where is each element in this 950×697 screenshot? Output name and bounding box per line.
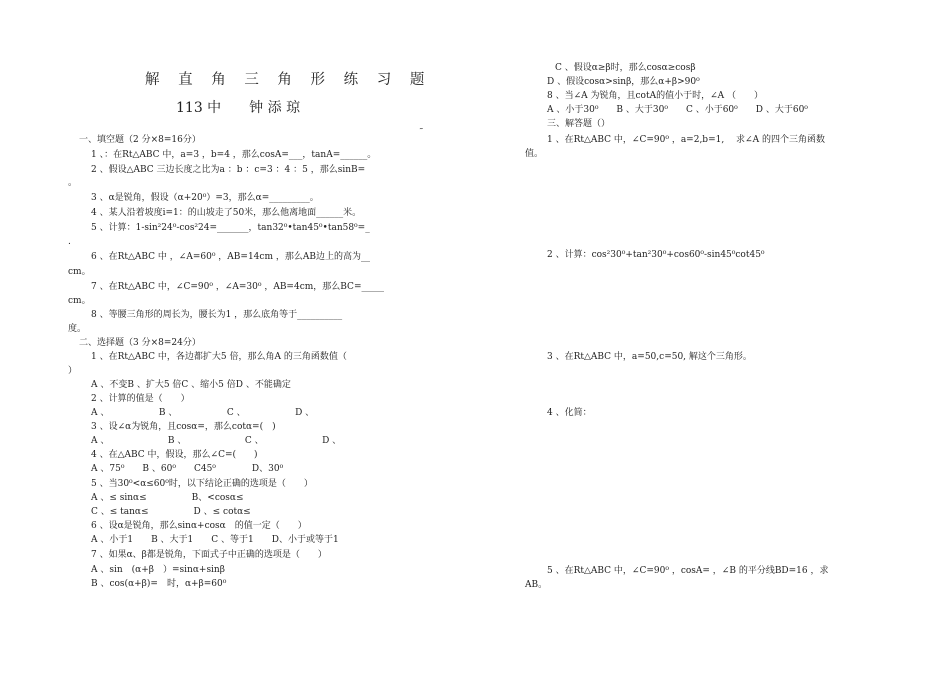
choice-q7: 7 、如果α、β都是锐角，下面式子中正确的选项是（ ） bbox=[91, 550, 327, 560]
choice-q7-option-d: D 、假设cosα>sinβ，那么α+β>90⁰ bbox=[547, 77, 700, 87]
author-line: 113 中 钟 添 琼 bbox=[176, 100, 301, 116]
fill-q8: 8 、等腰三角形的周长为，腰长为1 ，那么底角等于__________ bbox=[91, 310, 343, 320]
section-answer-heading: 三、解答题（） bbox=[547, 119, 611, 129]
answer-q1: 1 、在Rt△ABC 中，∠C=90⁰ ，a=2,b=1, 求∠A 的四个三角函数 bbox=[547, 135, 825, 145]
fill-q7-cont: cm。 bbox=[68, 296, 91, 306]
section-choice-heading: 二、选择题（3 分×8=24分） bbox=[79, 338, 201, 348]
fill-q1: 1 、：在Rt△ABC 中，a=3 ，b=4 ，那么cosA=___，tanA=______。 bbox=[91, 150, 377, 160]
choice-q4: 4 、在△ABC 中，假设，那么∠C=( ) bbox=[91, 450, 258, 460]
choice-q6-options: A 、小于1 B 、大于1 C 、等于1 D、小于或等于1 bbox=[91, 535, 339, 545]
answer-q4: 4 、化简： bbox=[547, 408, 592, 418]
fill-q6-cont: cm。 bbox=[68, 267, 91, 277]
choice-q5: 5 、当30⁰<α≤60⁰时，以下结论正确的选项是（ ） bbox=[91, 479, 313, 489]
choice-q7-option-c: C 、假设α≥β时，那么cosα≥cosβ bbox=[555, 63, 696, 73]
fill-q4: 4 、某人沿着坡度i=1：的山坡走了50米，那么他离地面______米。 bbox=[91, 208, 362, 218]
choice-q1-options: A 、不变B 、扩大5 倍C 、缩小5 倍D 、不能确定 bbox=[91, 380, 291, 390]
choice-q8-options: A 、小于30⁰ B 、大于30⁰ C 、小于60⁰ D 、大于60⁰ bbox=[547, 105, 808, 115]
answer-q1-cont: 值。 bbox=[525, 149, 544, 159]
page-title: 解 直 角 三 角 形 练 习 题 bbox=[145, 72, 432, 88]
choice-q2: 2 、计算的值是（ ） bbox=[91, 394, 190, 404]
answer-q5: 5 、在Rt△ABC 中，∠C=90⁰ ，cosA= ，∠B 的平分线BD=16 ，求 bbox=[547, 566, 829, 576]
fill-q6: 6 、在Rt△ABC 中 ，∠A=60⁰ ，AB=14cm ，那么AB边上的高为__ bbox=[91, 252, 370, 262]
choice-q3: 3 、设∠α为锐角，且cosα=，那么cotα=( ) bbox=[91, 422, 276, 432]
choice-q1: 1 、在Rt△ABC 中，各边都扩大5 倍，那么角A 的三角函数值（ bbox=[91, 352, 347, 362]
fill-q7: 7 、在Rt△ABC 中，∠C=90⁰ ，∠A=30⁰ ，AB=4cm，那么BC=_____ bbox=[91, 282, 384, 292]
choice-q6: 6 、设α是锐角，那么sinα+cosα 的值一定（ ） bbox=[91, 521, 307, 531]
corner-mark: ˜ bbox=[419, 128, 424, 138]
fill-q2-cont: 。 bbox=[68, 178, 78, 188]
choice-q8: 8 、当∠A 为锐角，且cotA的值小于时，∠A （ ） bbox=[547, 91, 763, 101]
answer-q3: 3 、在Rt△ABC 中，a=50,c=50, 解这个三角形。 bbox=[547, 352, 752, 362]
fill-q5-cont: . bbox=[68, 237, 71, 247]
choice-q4-options: A 、75⁰ B 、60⁰ C45⁰ D、30⁰ bbox=[91, 464, 284, 474]
choice-q5-options-cd: C 、≤ tanα≤ D 、≤ cotα≤ bbox=[91, 507, 251, 517]
answer-q2: 2 、计算：cos²30⁰+tan²30⁰+cos60⁰-sin45⁰cot45⁰ bbox=[547, 250, 765, 260]
choice-q2-options: A 、 B 、 C 、 D 、 bbox=[91, 408, 315, 418]
choice-q7-option-b: B 、cos(α+β)= 时，α+β=60⁰ bbox=[91, 579, 227, 589]
choice-q1-cont: ） bbox=[68, 366, 78, 376]
fill-q5: 5 、计算：1-sin²24⁰-cos²24=_______，tan32⁰•tan45⁰•tan58⁰=_ bbox=[91, 223, 370, 233]
answer-q5-cont: AB。 bbox=[525, 580, 548, 590]
section-fill-heading: 一、填空题（2 分×8=16分） bbox=[79, 135, 201, 145]
fill-q8-cont: 度。 bbox=[68, 324, 87, 334]
choice-q3-options: A 、 B 、 C 、 D 、 bbox=[91, 436, 342, 446]
choice-q5-options-ab: A 、≤ sinα≤ B、<cosα≤ bbox=[91, 493, 244, 503]
fill-q2: 2 、假设△ABC 三边长度之比为a ：b ：c=3 ：4 ：5 ，那么sinB= bbox=[91, 165, 366, 175]
fill-q3: 3 、α是锐角，假设（α+20⁰）=3，那么α=_________。 bbox=[91, 193, 319, 203]
choice-q7-option-a: A 、sin (α+β ）=sinα+sinβ bbox=[91, 565, 225, 575]
